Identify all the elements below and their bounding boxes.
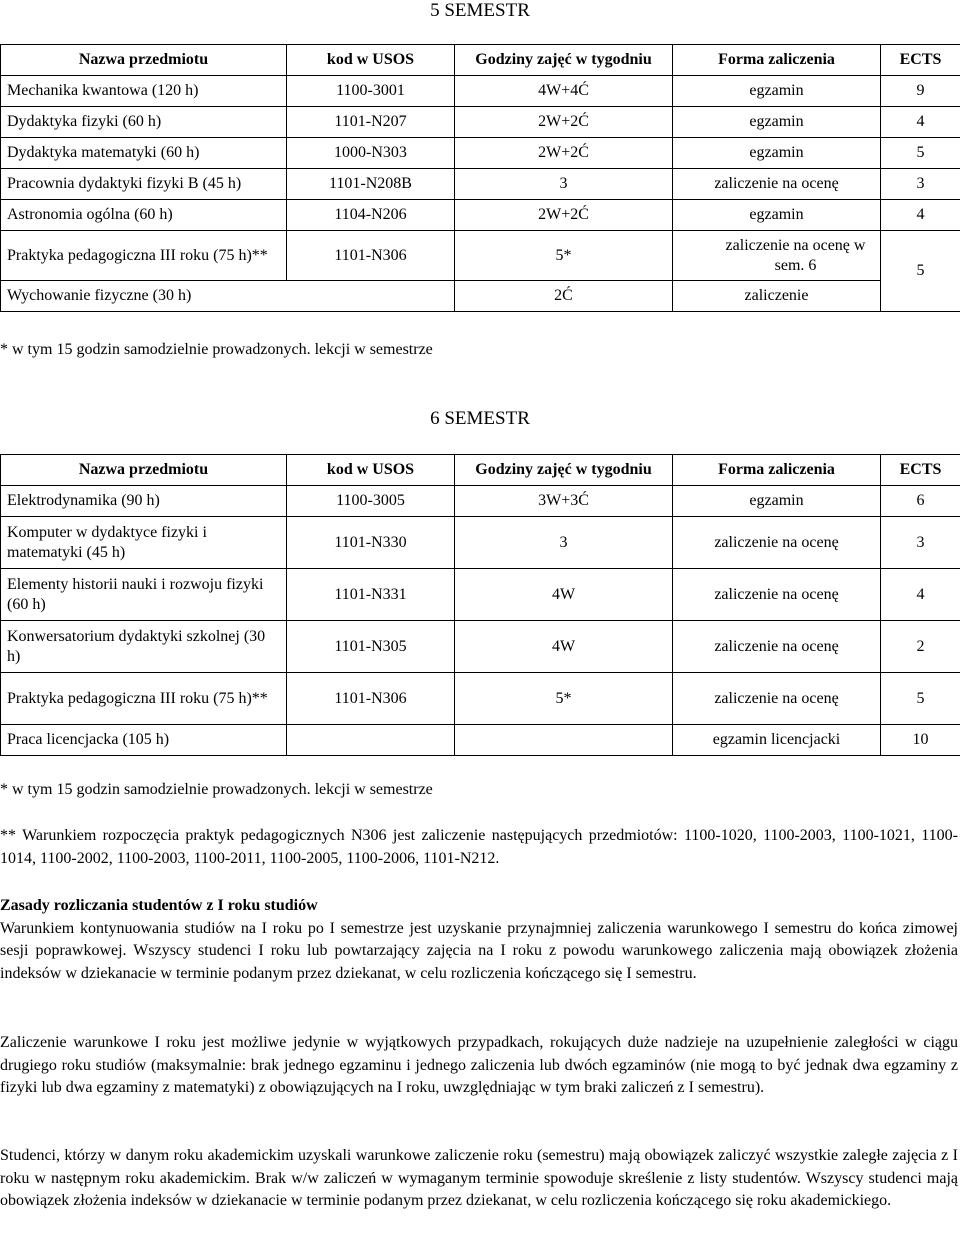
header-hours: Godziny zajęć w tygodniu — [455, 455, 673, 486]
table-row — [1, 673, 960, 725]
header-ects: ECTS — [881, 45, 960, 76]
course-name: Wychowanie fizyczne (30 h) — [1, 281, 455, 312]
course-hours: 3 — [455, 169, 673, 200]
course-form: egzamin — [673, 486, 881, 517]
course-name: Komputer w dydaktyce fizyki i matematyki (45 h) — [1, 517, 287, 569]
course-form: egzamin — [673, 107, 881, 138]
course-hours: 2W+2Ć — [455, 138, 673, 169]
course-code: 1101-N330 — [287, 517, 455, 569]
rules-section — [0, 895, 958, 985]
course-name: Astronomia ogólna (60 h) — [1, 200, 287, 231]
course-ects: 4 — [881, 200, 960, 231]
table-row — [1, 200, 960, 231]
course-name: Pracownia dydaktyki fizyki B (45 h) — [1, 169, 287, 200]
course-code: 1101-N306 — [287, 231, 455, 281]
course-hours: 3 — [455, 517, 673, 569]
course-ects: 5 — [881, 673, 960, 725]
course-form: egzamin — [673, 200, 881, 231]
course-form: zaliczenie na ocenę — [673, 569, 881, 621]
semester-6-title: 6 SEMESTR — [430, 408, 530, 429]
course-code: 1100-3001 — [287, 76, 455, 107]
course-hours: 5* — [455, 231, 673, 281]
header-form: Forma zaliczenia — [673, 45, 881, 76]
course-ects: 10 — [881, 725, 960, 756]
course-ects: 5 — [881, 138, 960, 169]
course-name: Elektrodynamika (90 h) — [1, 486, 287, 517]
table-header-row — [1, 45, 960, 76]
course-name: Praktyka pedagogiczna III roku (75 h)** — [1, 673, 287, 725]
course-name: Dydaktyka matematyki (60 h) — [1, 138, 287, 169]
table-row — [1, 107, 960, 138]
course-name: Mechanika kwantowa (120 h) — [1, 76, 287, 107]
course-code: 1000-N303 — [287, 138, 455, 169]
course-hours — [455, 725, 673, 756]
course-ects: 2 — [881, 621, 960, 673]
header-code: kod w USOS — [287, 455, 455, 486]
course-form: zaliczenie — [673, 281, 881, 312]
course-hours: 4W — [455, 569, 673, 621]
course-form: zaliczenie na ocenę — [673, 621, 881, 673]
table-row — [1, 281, 960, 312]
course-hours: 3W+3Ć — [455, 486, 673, 517]
table-row — [1, 725, 960, 756]
course-ects: 4 — [881, 107, 960, 138]
course-name: Dydaktyka fizyki (60 h) — [1, 107, 287, 138]
rules-paragraph-2: Zaliczenie warunkowe I roku jest możliwe jedynie w wyjątkowych przypadkach, rokujących duże nadzieje na uzupełnienie zaległości w ciągu drugiego roku studiów (maksymalnie: brak jednego egzaminu i jednego zaliczenia lub dwóch egzaminów (nie mogą to być jednak dwa egzaminy z fizyki lub dwa egzaminy z matematyki) z obowiązujących na I roku, uwzględniając w tym braki zaliczeń z I semestru). — [0, 1034, 958, 1096]
course-form: zaliczenie na ocenę — [673, 517, 881, 569]
course-code: 1101-N208B — [287, 169, 455, 200]
course-ects: 4 — [881, 569, 960, 621]
course-code: 1104-N206 — [287, 200, 455, 231]
course-code: 1101-N331 — [287, 569, 455, 621]
course-name: Konwersatorium dydaktyki szkolnej (30 h) — [1, 621, 287, 673]
semester-5-title: 5 SEMESTR — [430, 0, 530, 21]
course-ects: 5 — [881, 231, 960, 312]
course-hours: 2W+2Ć — [455, 200, 673, 231]
header-form: Forma zaliczenia — [673, 455, 881, 486]
course-form: zaliczenie na ocenę w sem. 6 — [673, 231, 881, 281]
rules-title: Zasady rozliczania studentów z I roku studiów — [0, 897, 318, 914]
course-form: zaliczenie na ocenę — [673, 169, 881, 200]
course-code: 1101-N305 — [287, 621, 455, 673]
course-ects: 6 — [881, 486, 960, 517]
rules-paragraph-1: Warunkiem kontynuowania studiów na I roku po I semestrze jest uzyskanie przynajmniej zaliczenia warunkowego I semestru do końca zimowej sesji poprawkowej. Wszyscy studenci I roku lub powtarzający zajęcia na I roku z powodu warunkowego zaliczenia mają obowiązek złożenia indeksów w dziekanacie w terminie podanym przez dziekanat, w celu rozliczenia kończącego się I semestru. — [0, 919, 958, 982]
course-name: Praktyka pedagogiczna III roku (75 h)** — [1, 231, 287, 281]
header-name: Nazwa przedmiotu — [1, 45, 287, 76]
course-hours: 4W+4Ć — [455, 76, 673, 107]
course-form: egzamin — [673, 76, 881, 107]
course-code: 1101-N207 — [287, 107, 455, 138]
rules-paragraph-3: Studenci, którzy w danym roku akademickim uzyskali warunkowe zaliczenie roku (semestru) mają obowiązek zaliczyć wszystkie zaległe zajęcia z I roku w następnym roku akademickim. Brak w/w zaliczeń w wymaganym terminie spowoduje skreślenie z listy studentów. Wszyscy studenci mają obowiązek złożenia indeksów w dziekanacie w terminie podanym przez dziekanat, w celu rozliczenia kończącego się roku akademickiego. — [0, 1147, 958, 1209]
course-hours: 5* — [455, 673, 673, 725]
course-hours: 4W — [455, 621, 673, 673]
course-code: 1100-3005 — [287, 486, 455, 517]
course-name: Praca licencjacka (105 h) — [1, 725, 287, 756]
practice-prerequisite-note: ** Warunkiem rozpoczęcia praktyk pedagogicznych N306 jest zaliczenie następujących przedmiotów: 1100-1020, 1100-2003, 1100-1021, 1100-1014, 1100-2002, 1100-2003, 1100-2011, 1100-2005, 1100-2006, 1101-N212. — [0, 827, 958, 867]
course-name: Elementy historii nauki i rozwoju fizyki (60 h) — [1, 569, 287, 621]
table-row — [1, 138, 960, 169]
table-row — [1, 76, 960, 107]
semester-6-footnote: * w tym 15 godzin samodzielnie prowadzonych. lekcji w semestrze — [0, 781, 433, 798]
table-row — [1, 486, 960, 517]
header-name: Nazwa przedmiotu — [1, 455, 287, 486]
course-form: zaliczenie na ocenę — [673, 673, 881, 725]
semester-5-footnote: * w tym 15 godzin samodzielnie prowadzonych. lekcji w semestrze — [0, 341, 433, 358]
header-code: kod w USOS — [287, 45, 455, 76]
table-row — [1, 569, 960, 621]
semester-5-table — [0, 44, 960, 312]
course-code: 1101-N306 — [287, 673, 455, 725]
table-row — [1, 517, 960, 569]
table-row — [1, 231, 960, 281]
table-row — [1, 169, 960, 200]
course-form: egzamin — [673, 138, 881, 169]
course-form: egzamin licencjacki — [673, 725, 881, 756]
course-ects: 9 — [881, 76, 960, 107]
course-ects: 3 — [881, 517, 960, 569]
header-ects: ECTS — [881, 455, 960, 486]
course-ects: 3 — [881, 169, 960, 200]
semester-6-table — [0, 454, 960, 756]
course-code — [287, 725, 455, 756]
course-hours: 2W+2Ć — [455, 107, 673, 138]
table-header-row — [1, 455, 960, 486]
header-hours: Godziny zajęć w tygodniu — [455, 45, 673, 76]
table-row — [1, 621, 960, 673]
course-hours: 2Ć — [455, 281, 673, 312]
